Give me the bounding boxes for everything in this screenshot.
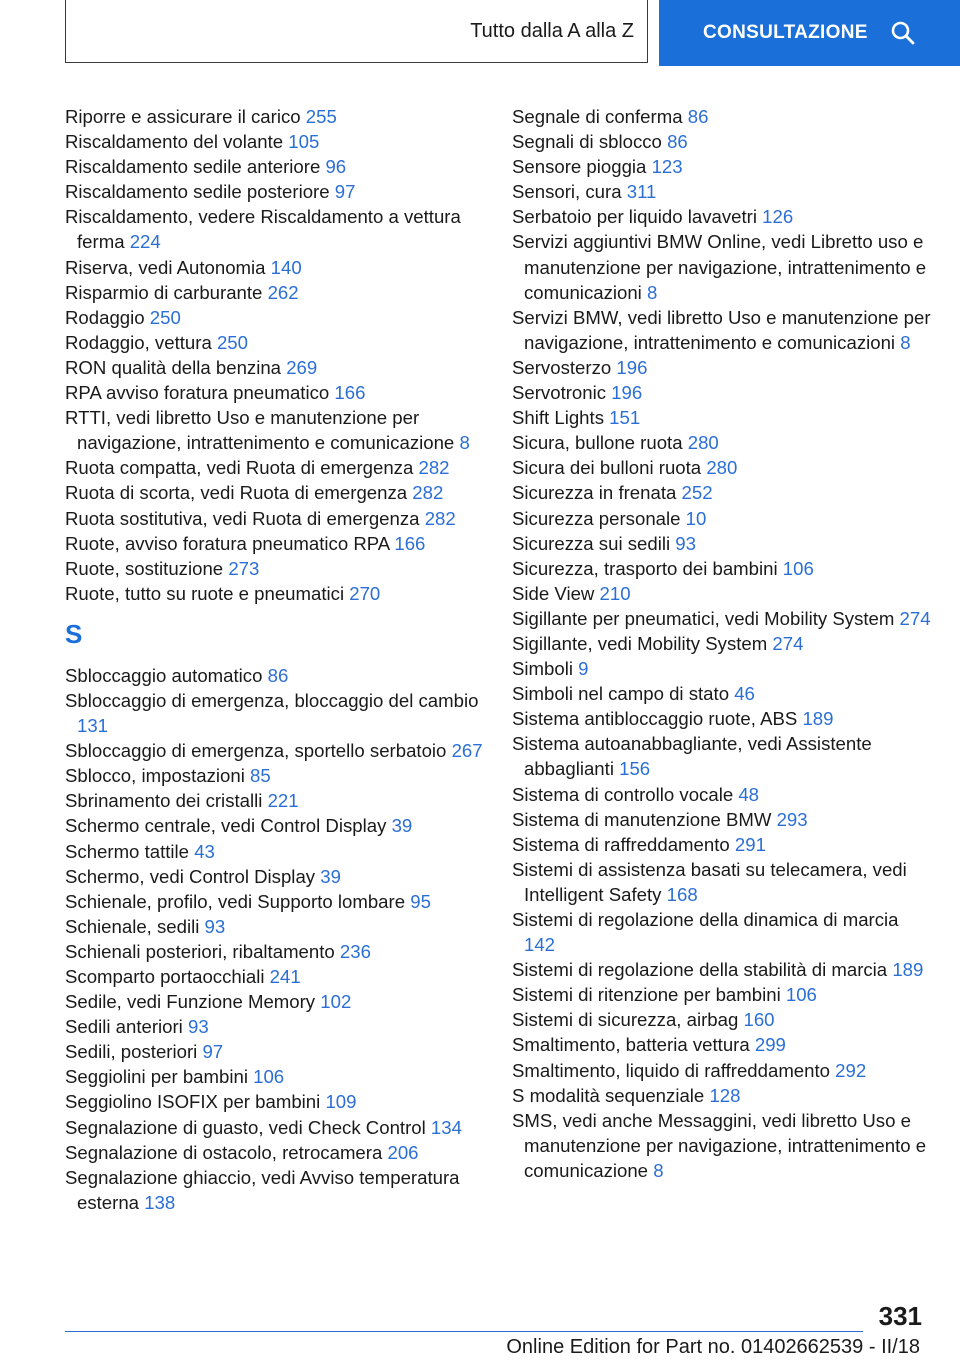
index-entry [65, 1140, 485, 1165]
index-entry [512, 355, 932, 380]
page-link[interactable]: 131 [77, 715, 109, 737]
index-entry [512, 706, 932, 731]
entry-text: Seggiolini per bambini [65, 1066, 248, 1088]
entry-text: Sedili anteriori [65, 1016, 183, 1038]
index-entry [512, 430, 932, 455]
page-link[interactable]: 43 [194, 840, 215, 862]
index-entry [65, 405, 485, 455]
page-link[interactable]: 250 [216, 331, 248, 353]
page-link[interactable]: 151 [609, 407, 641, 429]
index-entry [65, 1165, 485, 1215]
entry-text: Riscaldamento, vedere Riscaldamento a vettura ferma [65, 206, 461, 253]
page-link[interactable]: 273 [228, 557, 260, 579]
page-link[interactable]: 106 [785, 984, 817, 1006]
index-entry [512, 1108, 932, 1183]
index-entry [512, 982, 932, 1007]
index-entry [65, 1064, 485, 1089]
page-link[interactable]: 236 [339, 940, 371, 962]
index-entry [65, 455, 485, 480]
index-entry [65, 506, 485, 531]
entry-text: Sblocco, impostazioni [65, 765, 245, 787]
index-entry [512, 1032, 932, 1057]
entry-text: Smaltimento, liquido di raffreddamento [512, 1059, 830, 1081]
entry-text: Rodaggio, vettura [65, 331, 212, 353]
page-link[interactable]: 255 [305, 106, 337, 127]
index-entry [65, 154, 485, 179]
page-link[interactable]: 282 [412, 482, 444, 504]
page-link[interactable]: 224 [129, 231, 161, 253]
index-entry [512, 807, 932, 832]
entry-text: Sistema di controllo vocale [512, 783, 734, 805]
index-entry [65, 989, 485, 1014]
entry-text: Sensori, cura [512, 181, 622, 203]
entry-text: Ruota sostitutiva, vedi Ruota di emergenza [65, 507, 420, 529]
index-entry [65, 1089, 485, 1114]
entry-text: Shift Lights [512, 407, 604, 429]
index-entry [512, 455, 932, 480]
page-link[interactable]: 123 [651, 156, 683, 178]
page-link[interactable]: 293 [776, 808, 808, 830]
entry-text: Sistemi di ritenzione per bambini [512, 984, 781, 1006]
index-entry [512, 129, 932, 154]
index-entry [65, 581, 485, 606]
entry-text: Sicurezza sui sedili [512, 532, 671, 554]
entry-text: Sicurezza in frenata [512, 482, 677, 504]
index-entry [65, 531, 485, 556]
page-link[interactable]: 8 [647, 281, 658, 303]
entry-text: Sbloccaggio di emergenza, bloccaggio del cambio [65, 689, 479, 711]
entry-text: Rodaggio [65, 306, 145, 328]
entry-text: Sistemi di regolazione della stabilità di marcia [512, 959, 888, 981]
index-list-s [65, 663, 485, 1215]
entry-text: Riporre e assicurare il carico [65, 106, 301, 127]
page-link[interactable]: 252 [681, 482, 713, 504]
index-entry [512, 179, 932, 204]
index-entry [512, 531, 932, 556]
entry-text: Sistemi di sicurezza, airbag [512, 1009, 739, 1031]
page-link[interactable]: 86 [267, 664, 289, 686]
entry-text: Schermo centrale, vedi Control Display [65, 815, 387, 837]
index-entry [512, 857, 932, 907]
page-link[interactable]: 134 [430, 1116, 462, 1138]
index-entry [65, 763, 485, 788]
entry-text: Sicurezza, trasporto dei bambini [512, 557, 778, 579]
index-entry [512, 1058, 932, 1083]
page-link[interactable]: 267 [451, 740, 483, 762]
index-entry [65, 663, 485, 688]
index-entry [65, 179, 485, 204]
entry-text: S modalità sequenziale [512, 1084, 705, 1106]
index-entry [512, 154, 932, 179]
page-link[interactable]: 291 [734, 833, 766, 855]
page-link[interactable]: 48 [738, 783, 760, 805]
page-link[interactable]: 274 [899, 607, 931, 629]
index-entry [65, 1115, 485, 1140]
entry-text: RON qualità della benzina [65, 356, 282, 378]
entry-text: Servosterzo [512, 356, 612, 378]
index-entry [512, 1083, 932, 1108]
page-link[interactable]: 189 [802, 708, 834, 730]
page-link[interactable]: 282 [424, 507, 456, 529]
index-entry [512, 556, 932, 581]
footer-edition: Online Edition for Part no. 01402662539 - II/18 [506, 1336, 920, 1358]
entry-text: Ruota compatta, vedi Ruota di emergenza [65, 457, 414, 479]
entry-text: RPA avviso foratura pneumatico [65, 382, 330, 404]
entry-text: Segnali di sblocco [512, 131, 662, 153]
entry-text: Schienale, sedili [65, 915, 200, 937]
index-entry [65, 380, 485, 405]
entry-text: Riscaldamento sedile anteriore [65, 156, 321, 178]
page-link[interactable]: 97 [334, 181, 356, 203]
entry-text: Sicura, bullone ruota [512, 432, 683, 454]
entry-text: Servizi aggiuntivi BMW Online, vedi Libretto uso e manutenzione per navigazione, intrattenimento e comunicazioni [512, 231, 927, 303]
index-entry [512, 405, 932, 430]
page-link[interactable]: 109 [325, 1091, 357, 1113]
page-link[interactable]: 292 [835, 1059, 867, 1081]
index-entry [512, 305, 932, 355]
section-tab[interactable] [65, 0, 648, 63]
index-entry [512, 480, 932, 505]
page-link[interactable]: 128 [709, 1084, 741, 1106]
page-link[interactable]: 140 [270, 256, 302, 278]
index-entry [65, 914, 485, 939]
page-link[interactable]: 39 [391, 815, 413, 837]
entry-text: Sbloccaggio automatico [65, 664, 263, 686]
page-link[interactable]: 274 [772, 632, 804, 654]
page-link[interactable]: 241 [269, 966, 301, 987]
consultation-label: CONSULTAZIONE [703, 22, 868, 43]
entry-text: Schienali posteriori, ribaltamento [65, 940, 335, 962]
page-link[interactable]: 46 [734, 683, 755, 705]
entry-text: Risparmio di carburante [65, 281, 263, 303]
page-link[interactable]: 168 [666, 883, 698, 905]
index-entry [65, 355, 485, 380]
page-link[interactable]: 8 [653, 1159, 664, 1181]
entry-text: Sicurezza personale [512, 507, 681, 529]
entry-text: Sistema di manutenzione BMW [512, 808, 772, 830]
index-entry [65, 556, 485, 581]
index-entry [65, 688, 485, 738]
page-link[interactable]: 299 [754, 1034, 786, 1056]
page-link[interactable]: 96 [325, 156, 347, 178]
index-entry [65, 1014, 485, 1039]
index-entry [65, 813, 485, 838]
index-entry [65, 839, 485, 864]
entry-text: Ruote, avviso foratura pneumatico RPA [65, 532, 390, 554]
page-link[interactable]: 102 [320, 991, 352, 1013]
entry-text: Schienale, profilo, vedi Supporto lombare [65, 890, 406, 912]
entry-text: Segnalazione di guasto, vedi Check Control [65, 1116, 426, 1138]
entry-text: SMS, vedi anche Messaggini, vedi libretto Uso e manutenzione per navigazione, intrattenimento e comunicazione [512, 1109, 927, 1181]
entry-text: Sicura dei bulloni ruota [512, 457, 702, 479]
index-entry [512, 204, 932, 229]
entry-text: Ruota di scorta, vedi Ruota di emergenza [65, 482, 408, 504]
search-icon[interactable] [890, 20, 916, 46]
page-link[interactable]: 85 [250, 765, 271, 787]
entry-text: Sedili, posteriori [65, 1041, 198, 1063]
section-label: Tutto dalla A alla Z [470, 19, 634, 42]
index-entry [65, 280, 485, 305]
entry-text: Simboli nel campo di stato [512, 683, 730, 705]
page-link[interactable]: 97 [202, 1041, 224, 1063]
index-list-s-continued [512, 104, 932, 1183]
entry-text: Sistema autoanabbagliante, vedi Assistente abbaglianti [512, 733, 872, 780]
section-letter: S [65, 618, 83, 649]
page-link[interactable]: 39 [320, 865, 341, 887]
entry-text: Segnalazione ghiaccio, vedi Avviso temperatura esterna [65, 1166, 460, 1213]
page-link[interactable]: 269 [286, 356, 318, 378]
entry-text: Schermo, vedi Control Display [65, 865, 316, 887]
entry-text: Sensore pioggia [512, 156, 647, 178]
entry-text: Ruote, tutto su ruote e pneumatici [65, 582, 345, 604]
index-entry [65, 255, 485, 280]
index-entry [512, 104, 932, 129]
page-link[interactable]: 10 [685, 507, 707, 529]
page-link[interactable]: 86 [687, 106, 709, 127]
index-entry [65, 330, 485, 355]
page-link[interactable]: 160 [743, 1009, 775, 1031]
entry-text: Sbloccaggio di emergenza, sportello serbatoio [65, 740, 447, 762]
index-entry [65, 864, 485, 889]
entry-text: Sedile, vedi Funzione Memory [65, 991, 316, 1013]
page-link[interactable]: 93 [204, 915, 226, 937]
page-link[interactable]: 106 [253, 1066, 285, 1088]
page-link[interactable]: 86 [667, 131, 688, 153]
entry-text: Servotronic [512, 382, 607, 404]
footer-divider [65, 1331, 863, 1332]
entry-text: RTTI, vedi libretto Uso e manutenzione per navigazione, intrattenimento e comunicazione [65, 407, 455, 454]
page-link[interactable]: 106 [782, 557, 814, 579]
page-link[interactable]: 142 [524, 934, 556, 956]
page-link[interactable]: 270 [349, 582, 381, 604]
page-link[interactable]: 250 [149, 306, 181, 328]
entry-text: Sigillante, vedi Mobility System [512, 632, 768, 654]
index-entry [512, 380, 932, 405]
index-entry [512, 631, 932, 656]
entry-text: Seggiolino ISOFIX per bambini [65, 1091, 321, 1113]
page-link[interactable]: 8 [900, 331, 911, 353]
entry-text: Sigillante per pneumatici, vedi Mobility System [512, 607, 895, 629]
entry-text: Sistema di raffreddamento [512, 833, 730, 855]
page-link[interactable]: 196 [611, 382, 643, 404]
page-link[interactable]: 93 [188, 1016, 209, 1038]
entry-text: Side View [512, 582, 595, 604]
page-link[interactable]: 206 [387, 1141, 419, 1163]
page-link[interactable]: 93 [675, 532, 696, 554]
entry-text: Riscaldamento del volante [65, 131, 284, 153]
index-entry [512, 606, 932, 631]
index-entry [65, 204, 485, 254]
entry-text: Segnalazione di ostacolo, retrocamera [65, 1141, 383, 1163]
index-entry [512, 1007, 932, 1032]
entry-text: Riserva, vedi Autonomia [65, 256, 266, 278]
index-list-r [65, 104, 485, 606]
index-column-right [512, 104, 932, 1183]
page-link[interactable]: 95 [410, 890, 431, 912]
entry-text: Smaltimento, batteria vettura [512, 1034, 750, 1056]
entry-text: Segnale di conferma [512, 106, 683, 127]
entry-text: Servizi BMW, vedi libretto Uso e manutenzione per navigazione, intrattenimento e comunicazioni [512, 306, 931, 353]
index-entry [512, 907, 932, 957]
page-link[interactable]: 8 [459, 432, 470, 454]
page-link[interactable]: 311 [626, 181, 657, 203]
entry-text: Simboli [512, 658, 573, 680]
page-link[interactable]: 9 [578, 658, 589, 680]
page-link[interactable]: 166 [334, 382, 366, 404]
page-link[interactable]: 262 [267, 281, 299, 303]
entry-text: Scomparto portaocchiali [65, 966, 265, 987]
index-entry [512, 581, 932, 606]
entry-text: Schermo tattile [65, 840, 190, 862]
index-column-left [65, 104, 485, 1215]
page-link[interactable]: 221 [267, 790, 299, 812]
page-link[interactable]: 166 [394, 532, 426, 554]
page-link[interactable]: 189 [892, 959, 924, 981]
index-entry [65, 305, 485, 330]
index-entry [512, 782, 932, 807]
index-entry [65, 480, 485, 505]
entry-text: Sistemi di regolazione della dinamica di marcia [512, 909, 899, 930]
page-link[interactable]: 280 [706, 457, 738, 479]
index-entry [512, 506, 932, 531]
index-entry [512, 656, 932, 681]
page-link[interactable]: 282 [418, 457, 450, 479]
index-entry [512, 957, 932, 982]
index-entry [65, 889, 485, 914]
entry-text: Riscaldamento sedile posteriore [65, 181, 330, 203]
index-entry [65, 1039, 485, 1064]
entry-text: Serbatoio per liquido lavavetri [512, 206, 757, 228]
index-entry [65, 104, 485, 129]
page-link[interactable]: 210 [599, 582, 631, 604]
index-entry [512, 229, 932, 304]
index-entry [512, 731, 932, 781]
entry-text: Sbrinamento dei cristalli [65, 790, 263, 812]
index-entry [65, 939, 485, 964]
entry-text: Sistema antibloccaggio ruote, ABS [512, 708, 798, 730]
index-entry [512, 681, 932, 706]
page-link[interactable]: 156 [619, 758, 651, 780]
page-number: 331 [878, 1301, 922, 1331]
page-link[interactable]: 138 [144, 1191, 176, 1213]
index-entry [65, 738, 485, 763]
consultation-tab[interactable] [659, 0, 960, 66]
index-entry [65, 788, 485, 813]
index-entry [65, 964, 485, 989]
page-link[interactable]: 196 [616, 356, 648, 378]
page-link[interactable]: 105 [288, 131, 320, 153]
page-link[interactable]: 126 [762, 206, 794, 228]
entry-text: Sistemi di assistenza basati su telecamera, vedi Intelligent Safety [512, 858, 907, 905]
index-entry [512, 832, 932, 857]
index-entry [65, 129, 485, 154]
page-header [0, 0, 960, 66]
entry-text: Ruote, sostituzione [65, 557, 224, 579]
page-link[interactable]: 280 [687, 432, 719, 454]
